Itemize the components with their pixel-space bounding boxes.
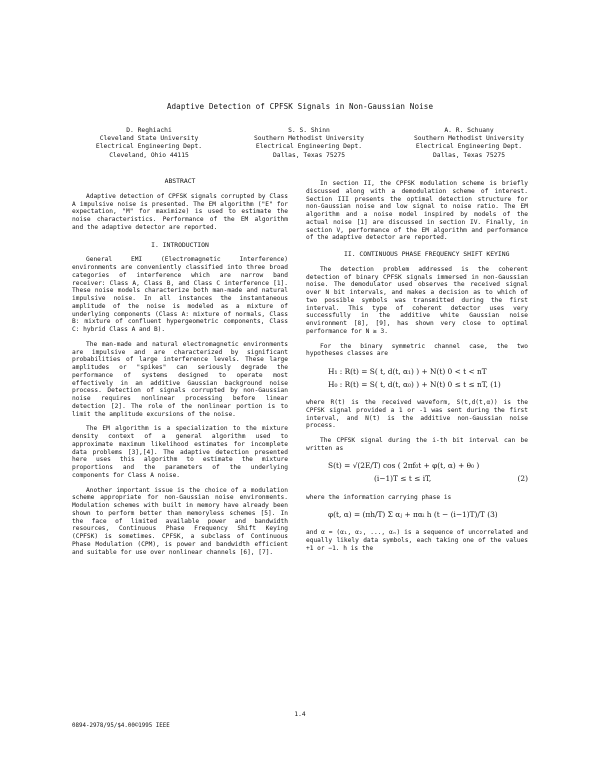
author-name: S. S. Shinn xyxy=(288,127,330,134)
author-department: Electrical Engineering Dept. xyxy=(95,143,203,151)
left-column xyxy=(72,178,288,563)
cpfsk-paragraph-3: where R(t) is the received waveform, S(t,d(t,α)) is the CPFSK signal provided a 1 or -1 was sent during the first interval, and N(t) is the additive non-Gaussian noise process. xyxy=(306,399,528,430)
cpfsk-paragraph-6: and α = (α₁, α₂, ..., αₙ) is a sequence of uncorrelated and equally likely data symbols, each taking one of the values +1 or −1. h is the xyxy=(306,529,528,552)
cpfsk-paragraph-5: where the information carrying phase is xyxy=(306,493,452,501)
author-1 xyxy=(70,127,228,160)
equation-signal: S(t) = √(2E/T) cos ( 2πf₀t + φ(t, α) + θ₀ ) xyxy=(328,461,480,471)
equation-h0: H₀ : R(t) = S( t, d(t, α₀) ) + N(t) 0 ≤ t ≤ nT, (1) xyxy=(328,379,501,389)
copyright-footer: 0894-2978/95/$4.00©1995 IEEE xyxy=(72,723,170,729)
equation-3 xyxy=(306,508,528,521)
intro-paragraph-2: The man-made and natural electromagnetic environments are impulsive and are characterized by significant probabilities of large interference levels. These large amplitudes or "spikes" can seriously degrade the performance of systems designed to operate most effectively in an additive Gaussian background noise process. Detection of signals corrupted by non-Gaussian noise requires nonlinear processing before linear detection [2]. The role of the nonlinear portion is to limit the amplitude excursions of the noise. xyxy=(72,340,288,418)
intro-paragraph-3: The EM algorithm is a specialization to the mixture density context of a general algorithm used to approximate maximum likelihood estimates for incomplete data problems [3],[4]. The adaptive detection presented here uses this algorithm to estimate the mixture proportions and the parameters of the underlying components for Class A noise. xyxy=(72,425,288,479)
right-column xyxy=(306,180,528,560)
page-number: 1.4 xyxy=(294,711,306,718)
author-name: D. Reghiachi xyxy=(126,127,172,134)
cpfsk-paragraph-1: The detection problem addressed is the coherent detection of binary CPFSK signals immersed in non-Gaussian noise. The demodulator used observes the received signal over N bit intervals, and makes a decision as to which of two possible symbols was transmitted during the first interval. This type of coherent detector uses very successfully in the additive white Gaussian noise environment [8], [9], has shown very close to optimal performance for N ≥ 3. xyxy=(306,265,528,335)
author-affiliation: Cleveland State University xyxy=(99,135,199,143)
cpfsk-paragraph-4: The CPFSK signal during the i-th bit interval can be written as xyxy=(306,437,528,452)
equation-h1: H₁ : R(t) = S( t, d(t, α₁) ) + N(t) 0 < t < nT xyxy=(328,366,487,376)
equation-phase: φ(t, α) = (πh/T) Σ αⱼ + παᵢ h (t − (i−1)T)/T (3) xyxy=(328,509,498,519)
abstract-heading: ABSTRACT xyxy=(164,177,196,185)
author-2 xyxy=(230,127,388,160)
paper-title: Adaptive Detection of CPFSK Signals in Non-Gaussian Noise xyxy=(166,102,434,111)
equation-2 xyxy=(306,460,528,486)
author-city: Dallas, Texas 75275 xyxy=(272,151,346,159)
author-affiliation: Southern Methodist University xyxy=(414,135,524,143)
intro-paragraph-4: Another important issue is the choice of a modulation scheme appropriate for non-Gaussian noise environments. Modulation schemes with built in memory have already been shown to perform better than memoryless schemes [5]. In the face of limited available power and bandwidth resources, Continuous Phase Frequency Shift Keying (CPFSK) is sometimes. CPFSK, a subclass of Continuous Phase Modulation (CPM), is power and bandwidth efficient and suitable for use over nonlinear channels [6], [7]. xyxy=(72,486,288,556)
abstract-text: Adaptive detection of CPFSK signals corrupted by Class A impulsive noise is presented. The EM algorithm ("E" for expectation, "M" for maximize) is used to estimate the noise characteristics. Performance of the EM algorithm and the adaptive detector are reported. xyxy=(72,192,288,231)
author-city: Cleveland, Ohio 44115 xyxy=(109,151,189,159)
author-city: Dallas, Texas 75275 xyxy=(432,151,506,159)
intro-paragraph-1: General EMI (Electromagnetic Interference) environments are conveniently classified into three broad categories of interference which are narrow band receiver: Class A, Class B, and Class C interference [1]. These noise models characterize both man-made and natural impulsive noise. In all instances the instantaneous amplitude of the noise is modeled as a mixture of underlying components (Class A: mixture of normals, Class B: mixture of confluent hypergeometric components, Class C: hybrid Class A and B). xyxy=(72,256,288,333)
equation-number: (2) xyxy=(517,474,528,484)
equation-1 xyxy=(306,365,528,391)
author-block xyxy=(70,127,548,160)
author-department: Electrical Engineering Dept. xyxy=(255,143,363,151)
author-3 xyxy=(390,127,548,160)
section-1-heading: I. INTRODUCTION xyxy=(151,240,209,249)
outline-paragraph: In section II, the CPFSK modulation scheme is briefly discussed along with a demodulation scheme of interest. Section III presents the optimal detection structure for non-Gaussian noise and low signal to noise ratio. The EM algorithm and a noise model inspired by models of the actual noise [1] are discussed in section IV. Finally, in section V, performance of the EM algorithm and performance of the adaptive detector are reported. xyxy=(306,180,528,242)
cpfsk-paragraph-2: For the binary symmetric channel case, the two hypotheses classes are xyxy=(306,342,528,358)
equation-range: (i−1)T ≤ t ≤ iT, xyxy=(374,474,432,484)
author-affiliation: Southern Methodist University xyxy=(254,135,364,143)
author-name: A. R. Schuany xyxy=(444,127,494,134)
section-2-heading: II. CONTINUOUS PHASE FREQUENCY SHIFT KEYING xyxy=(344,250,510,258)
author-department: Electrical Engineering Dept. xyxy=(415,143,523,151)
